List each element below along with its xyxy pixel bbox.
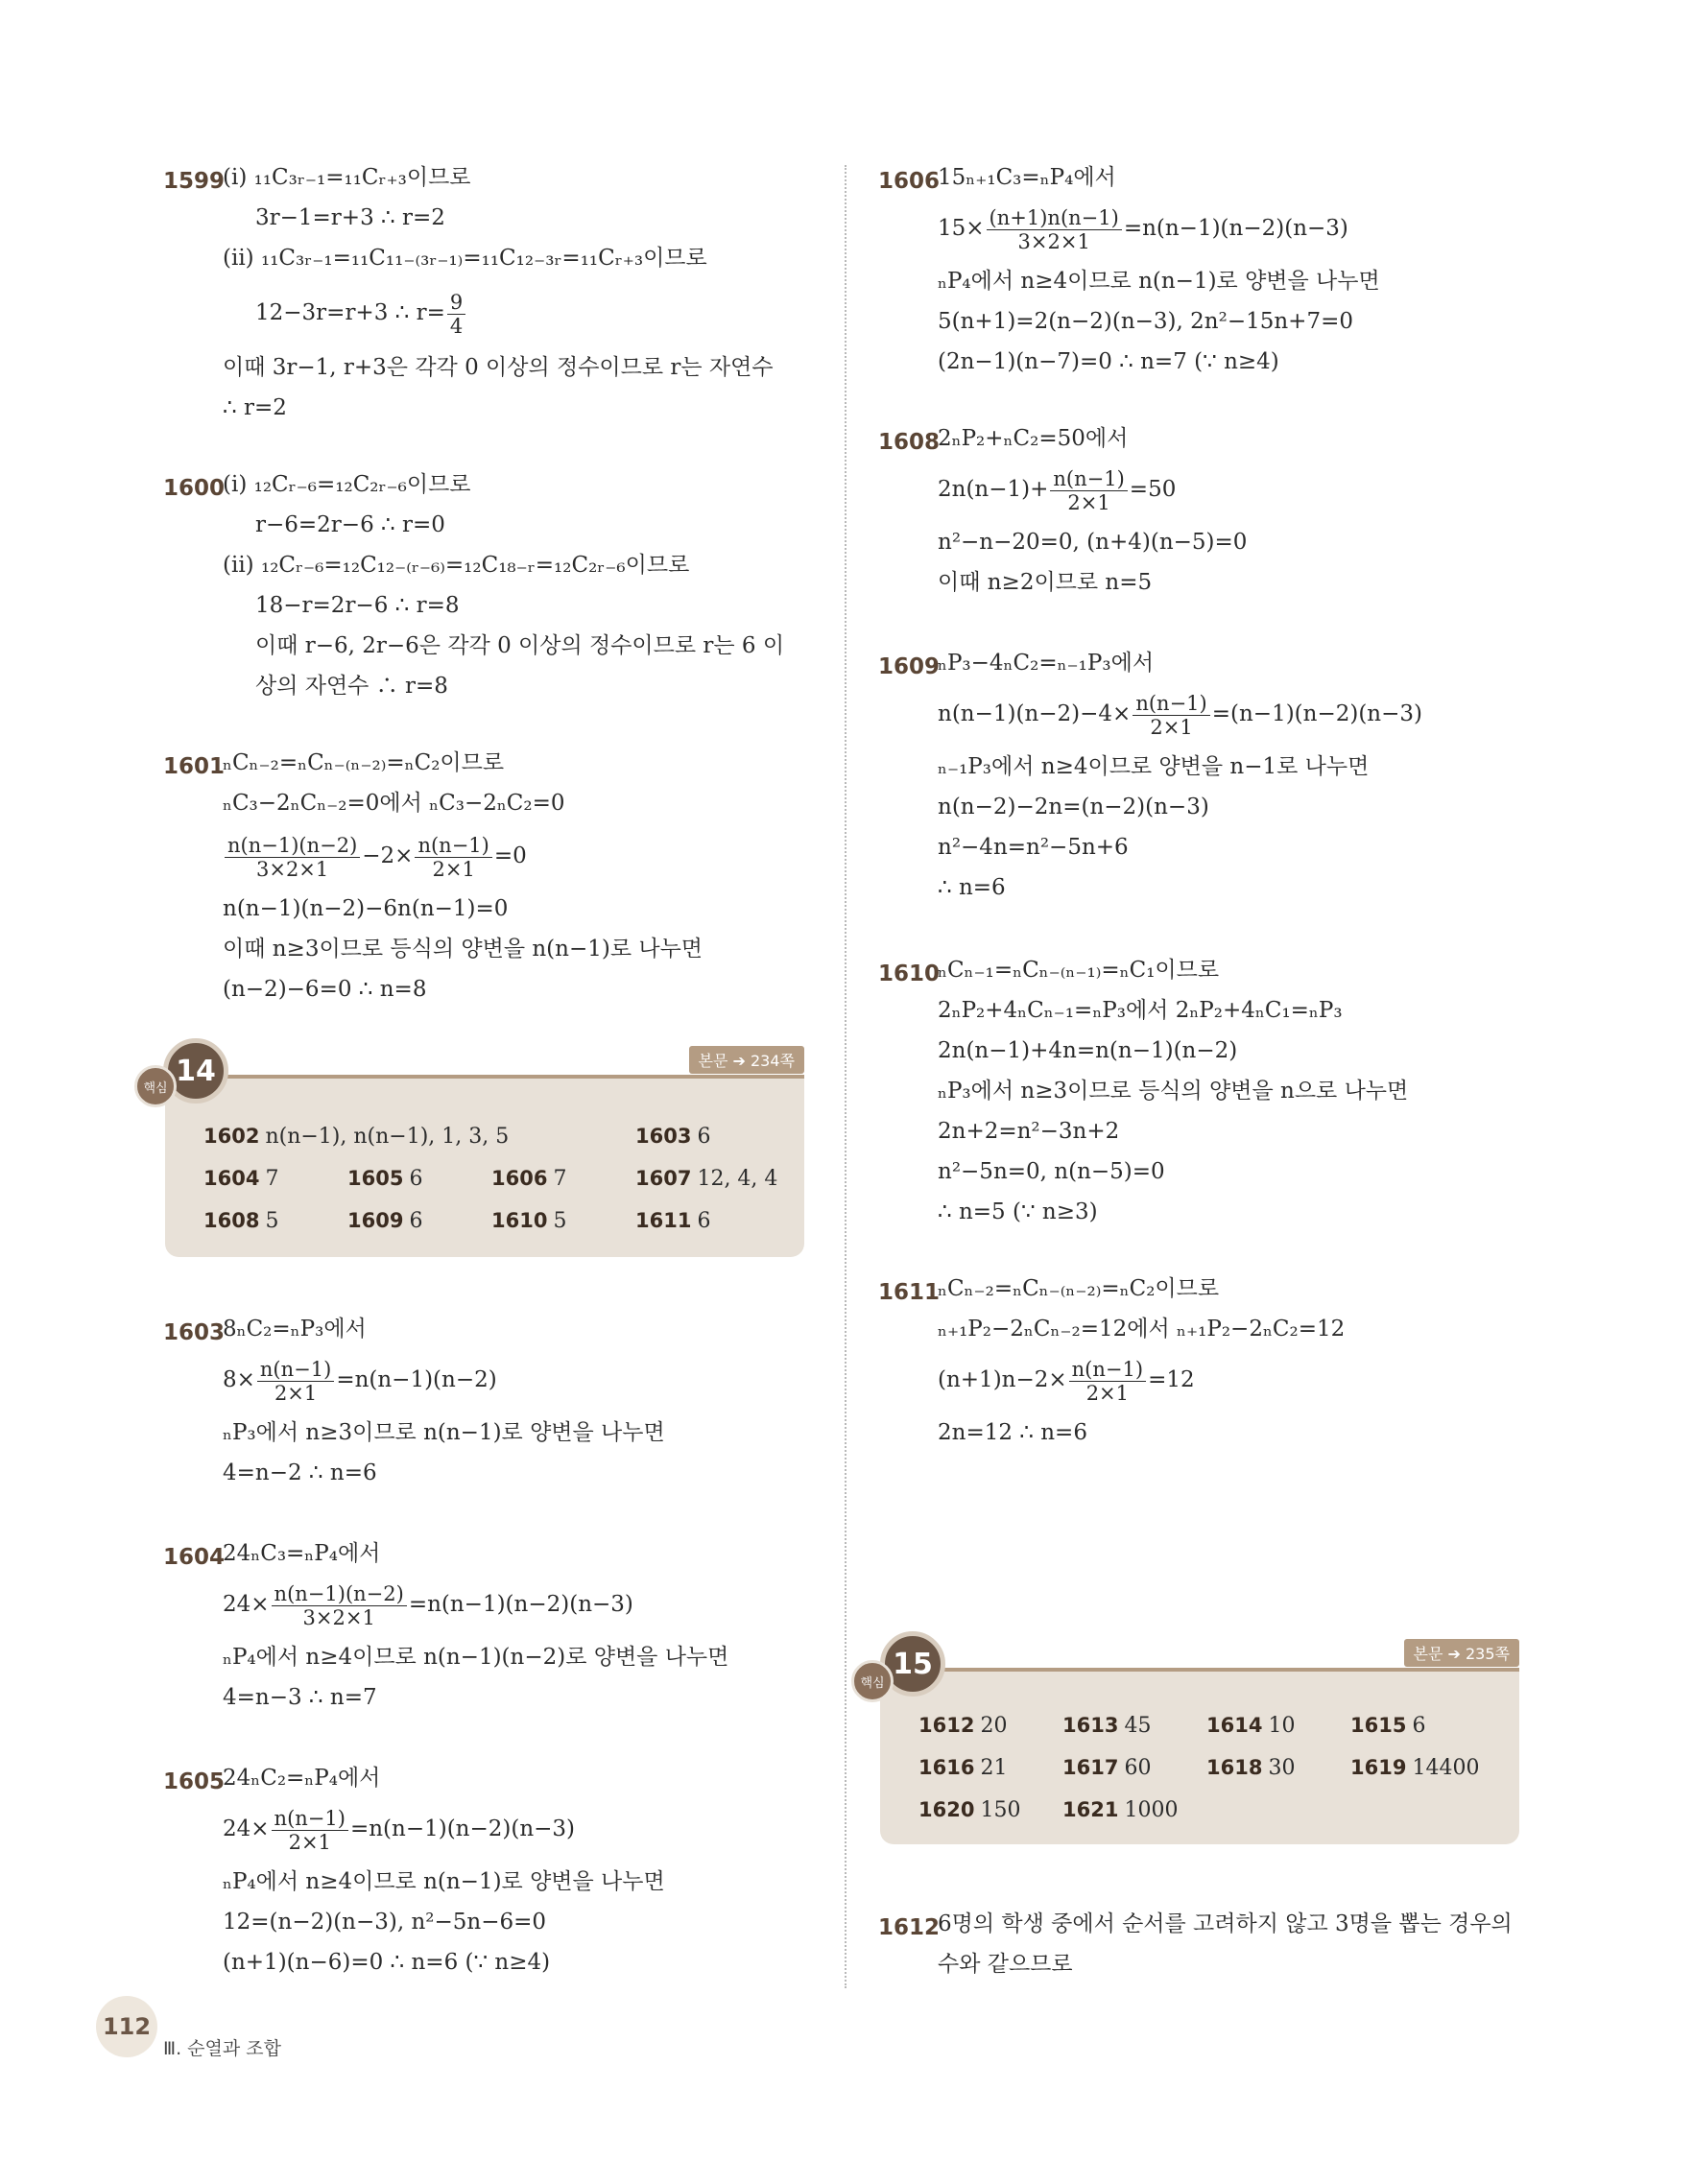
solution-line: ∴ n=5 (∵ n≥3) bbox=[938, 1199, 1098, 1224]
problem-number: 1609 bbox=[878, 654, 941, 679]
answer-item bbox=[347, 1209, 422, 1233]
fraction bbox=[1050, 467, 1127, 514]
expr-text: =50 bbox=[1129, 477, 1177, 502]
solution-line: ₙP₃에서 n≥3이므로 n(n−1)로 양변을 나누면 bbox=[223, 1420, 665, 1445]
answer-key: 1603 bbox=[635, 1125, 692, 1148]
answer-key: 1621 bbox=[1062, 1798, 1119, 1821]
expr-text: 24× bbox=[223, 1816, 270, 1841]
solution-line bbox=[938, 200, 1348, 257]
solution-line: 이때 r−6, 2r−6은 각각 0 이상의 정수이므로 r는 6 이 bbox=[255, 633, 785, 658]
answer-summary-box-14 bbox=[143, 1052, 804, 1257]
answer-value: 6 bbox=[697, 1209, 711, 1233]
expr-text: =12 bbox=[1148, 1367, 1195, 1392]
solution-line: r−6=2r−6 ∴ r=0 bbox=[255, 512, 445, 537]
textbook-page-ref: 본문 ➔ 235쪽 bbox=[1404, 1639, 1520, 1667]
answer-key: 1602 bbox=[203, 1125, 260, 1148]
numerator: n(n−1)(n−2) bbox=[225, 834, 360, 858]
numerator: 9 bbox=[447, 291, 465, 315]
denominator: 2×1 bbox=[1067, 490, 1110, 514]
answer-value: 21 bbox=[980, 1756, 1008, 1780]
solution-line bbox=[223, 827, 527, 885]
answer-item bbox=[635, 1209, 710, 1233]
solution-line bbox=[938, 685, 1422, 743]
expr-text: 8× bbox=[223, 1367, 255, 1392]
solution-line: ₙP₃에서 n≥3이므로 등식의 양변을 n으로 나누면 bbox=[938, 1079, 1409, 1104]
solution-line: 8ₙC₂=ₙP₃에서 bbox=[223, 1317, 367, 1341]
solution-line: 2ₙP₂+ₙC₂=50에서 bbox=[938, 426, 1129, 451]
answer-item bbox=[918, 1756, 1007, 1780]
numerator: n(n−1) bbox=[257, 1358, 334, 1382]
solution-line: 2ₙP₂+4ₙCₙ₋₁=ₙP₃에서 2ₙP₂+4ₙC₁=ₙP₃ bbox=[938, 998, 1343, 1023]
section-badge: 14 bbox=[163, 1038, 228, 1104]
problem-number: 1604 bbox=[163, 1545, 226, 1570]
solution-line: 4=n−3 ∴ n=7 bbox=[223, 1685, 377, 1710]
answer-key: 1611 bbox=[635, 1209, 692, 1232]
answer-value: 7 bbox=[553, 1167, 567, 1191]
answer-key: 1606 bbox=[491, 1167, 548, 1190]
expr-text: 15× bbox=[938, 216, 985, 241]
core-label: 핵심 bbox=[851, 1660, 894, 1702]
solution-line: ₙ₋₁P₃에서 n≥4이므로 양변을 n−1로 나누면 bbox=[938, 754, 1370, 779]
answer-value: 150 bbox=[980, 1798, 1021, 1822]
denominator: 4 bbox=[449, 314, 464, 338]
answer-key: 1612 bbox=[918, 1714, 975, 1737]
box-top-rule bbox=[165, 1075, 804, 1079]
solution-line: ₙ₊₁P₂−2ₙCₙ₋₂=12에서 ₙ₊₁P₂−2ₙC₂=12 bbox=[938, 1317, 1346, 1341]
expr-text: =n(n−1)(n−2)(n−3) bbox=[1123, 216, 1348, 241]
solution-line: (ⅱ) ₁₁C₃ᵣ₋₁=₁₁C₁₁₋₍₃ᵣ₋₁₎=₁₁C₁₂₋₃ᵣ=₁₁Cᵣ₊₃이므로 bbox=[223, 246, 707, 271]
answer-item bbox=[1062, 1756, 1151, 1780]
answer-value: 6 bbox=[409, 1167, 423, 1191]
answer-item bbox=[203, 1209, 278, 1233]
fraction bbox=[1069, 1358, 1146, 1405]
denominator: 3×2×1 bbox=[302, 1605, 375, 1629]
solution-line: (n+1)(n−6)=0 ∴ n=6 (∵ n≥4) bbox=[223, 1950, 551, 1975]
solution-line bbox=[938, 1351, 1195, 1409]
answer-item bbox=[203, 1125, 509, 1149]
solution-line: ∴ r=2 bbox=[223, 395, 287, 420]
answer-item bbox=[1350, 1756, 1479, 1780]
solution-line: ₙCₙ₋₂=ₙCₙ₋₍ₙ₋₂₎=ₙC₂이므로 bbox=[223, 750, 505, 775]
answer-key: 1618 bbox=[1206, 1756, 1263, 1779]
solution-line bbox=[255, 284, 467, 342]
solution-line: ₙCₙ₋₂=ₙCₙ₋₍ₙ₋₂₎=ₙC₂이므로 bbox=[938, 1276, 1220, 1301]
answer-key: 1619 bbox=[1350, 1756, 1407, 1779]
fraction bbox=[415, 834, 491, 881]
solution-line: 6명의 학생 중에서 순서를 고려하지 않고 3명을 뽑는 경우의 bbox=[938, 1911, 1513, 1936]
problem-number: 1601 bbox=[163, 754, 226, 779]
denominator: 2×1 bbox=[1150, 715, 1193, 739]
answer-value: 14400 bbox=[1412, 1756, 1480, 1780]
solution-line: ₙCₙ₋₁=ₙCₙ₋₍ₙ₋₁₎=ₙC₁이므로 bbox=[938, 958, 1220, 983]
answer-value: 1000 bbox=[1124, 1798, 1179, 1822]
expr-text: =(n−1)(n−2)(n−3) bbox=[1211, 701, 1422, 726]
answer-value: 6 bbox=[697, 1125, 711, 1149]
numerator: n(n−1) bbox=[272, 1807, 348, 1831]
answer-value: 30 bbox=[1268, 1756, 1296, 1780]
section-badge: 15 bbox=[880, 1631, 945, 1697]
answer-item bbox=[918, 1714, 1007, 1738]
numerator: (n+1)n(n−1) bbox=[987, 206, 1122, 230]
answer-item bbox=[1062, 1714, 1151, 1738]
solution-line: (ⅰ) ₁₂Cᵣ₋₆=₁₂C₂ᵣ₋₆이므로 bbox=[223, 472, 471, 497]
solution-line: n²−n−20=0, (n+4)(n−5)=0 bbox=[938, 530, 1248, 555]
expr-text: 12−3r=r+3 ∴ r= bbox=[255, 300, 445, 325]
numerator: n(n−1) bbox=[1050, 467, 1127, 491]
problem-number: 1612 bbox=[878, 1915, 941, 1940]
answer-value: 60 bbox=[1124, 1756, 1152, 1780]
denominator: 2×1 bbox=[274, 1381, 318, 1405]
answer-key: 1613 bbox=[1062, 1714, 1119, 1737]
solution-line: ₙP₄에서 n≥4이므로 n(n−1)(n−2)로 양변을 나누면 bbox=[223, 1645, 729, 1670]
answer-value: n(n−1), n(n−1), 1, 3, 5 bbox=[265, 1125, 510, 1149]
answer-key: 1617 bbox=[1062, 1756, 1119, 1779]
answer-value: 6 bbox=[409, 1209, 423, 1233]
solution-line: 5(n+1)=2(n−2)(n−3), 2n²−15n+7=0 bbox=[938, 309, 1353, 334]
problem-number: 1600 bbox=[163, 476, 226, 501]
numerator: n(n−1) bbox=[1133, 692, 1209, 716]
expr-text: =n(n−1)(n−2)(n−3) bbox=[408, 1592, 633, 1617]
denominator: 2×1 bbox=[288, 1830, 331, 1854]
answer-key: 1607 bbox=[635, 1167, 692, 1190]
answer-item bbox=[1206, 1714, 1295, 1738]
denominator: 2×1 bbox=[432, 857, 475, 881]
solution-line: n(n−2)−2n=(n−2)(n−3) bbox=[938, 795, 1209, 819]
solution-line: 15ₙ₊₁C₃=ₙP₄에서 bbox=[938, 165, 1116, 190]
expr-text: =n(n−1)(n−2)(n−3) bbox=[349, 1816, 576, 1841]
solution-line: ₙC₃−2ₙCₙ₋₂=0에서 ₙC₃−2ₙC₂=0 bbox=[223, 791, 565, 816]
solution-line: 2n+2=n²−3n+2 bbox=[938, 1119, 1120, 1144]
answer-key: 1620 bbox=[918, 1798, 975, 1821]
solution-line: 18−r=2r−6 ∴ r=8 bbox=[255, 593, 460, 618]
solution-line: 2n(n−1)+4n=n(n−1)(n−2) bbox=[938, 1038, 1238, 1063]
solution-line: 24ₙC₂=ₙP₄에서 bbox=[223, 1766, 381, 1791]
solution-line: 이때 3r−1, r+3은 각각 0 이상의 정수이므로 r는 자연수 bbox=[223, 355, 774, 380]
fraction bbox=[272, 1807, 348, 1854]
numerator: n(n−1) bbox=[1069, 1358, 1146, 1382]
answer-item bbox=[347, 1167, 422, 1191]
answer-value: 5 bbox=[553, 1209, 567, 1233]
answer-key: 1614 bbox=[1206, 1714, 1263, 1737]
problem-number: 1606 bbox=[878, 169, 941, 194]
answer-value: 10 bbox=[1268, 1714, 1296, 1738]
denominator: 2×1 bbox=[1085, 1381, 1130, 1405]
answer-key: 1608 bbox=[203, 1209, 260, 1232]
answer-item bbox=[635, 1125, 710, 1149]
answer-key: 1615 bbox=[1350, 1714, 1407, 1737]
page-number: 112 bbox=[96, 1996, 157, 2057]
solution-line bbox=[938, 461, 1176, 518]
solution-line: ∴ n=6 bbox=[938, 875, 1006, 900]
solution-line: n²−5n=0, n(n−5)=0 bbox=[938, 1159, 1165, 1184]
problem-number: 1608 bbox=[878, 430, 941, 455]
answer-key: 1609 bbox=[347, 1209, 404, 1232]
expr-text: =0 bbox=[493, 843, 527, 868]
numerator: n(n−1) bbox=[415, 834, 491, 858]
core-label: 핵심 bbox=[134, 1065, 177, 1107]
column-divider bbox=[845, 165, 846, 1988]
solution-line: ₙP₃−4ₙC₂=ₙ₋₁P₃에서 bbox=[938, 651, 1155, 676]
answer-value: 5 bbox=[265, 1209, 279, 1233]
answer-item bbox=[1062, 1798, 1178, 1822]
answer-key: 1616 bbox=[918, 1756, 975, 1779]
solution-line: 수와 같으므로 bbox=[938, 1952, 1073, 1977]
solution-line: 상의 자연수 ∴ r=8 bbox=[255, 674, 448, 699]
answer-value: 7 bbox=[265, 1167, 279, 1191]
answer-item bbox=[203, 1167, 278, 1191]
numerator: n(n−1)(n−2) bbox=[272, 1582, 407, 1606]
solution-line: (n−2)−6=0 ∴ n=8 bbox=[223, 977, 427, 1002]
expr-text: =n(n−1)(n−2) bbox=[336, 1367, 497, 1392]
denominator: 3×2×1 bbox=[1017, 229, 1090, 253]
answer-item bbox=[918, 1798, 1020, 1822]
answer-item bbox=[491, 1167, 566, 1191]
solution-line bbox=[223, 1800, 575, 1858]
expr-text: −2× bbox=[362, 843, 414, 868]
problem-number: 1605 bbox=[163, 1769, 226, 1794]
solution-line: (ⅱ) ₁₂Cᵣ₋₆=₁₂C₁₂₋₍ᵣ₋₆₎=₁₂C₁₈₋ᵣ=₁₂C₂ᵣ₋₆이므로 bbox=[223, 553, 690, 578]
solution-line: 24ₙC₃=ₙP₄에서 bbox=[223, 1541, 381, 1566]
fraction bbox=[272, 1582, 407, 1629]
problem-number: 1603 bbox=[163, 1320, 226, 1345]
fraction bbox=[257, 1358, 334, 1405]
solution-line: 12=(n−2)(n−3), n²−5n−6=0 bbox=[223, 1910, 547, 1935]
solution-line: n(n−1)(n−2)−6n(n−1)=0 bbox=[223, 896, 509, 921]
expr-text: 2n(n−1)+ bbox=[938, 477, 1049, 502]
box-top-rule bbox=[880, 1668, 1519, 1672]
solution-line bbox=[223, 1576, 633, 1633]
solution-line bbox=[223, 1351, 497, 1409]
fraction bbox=[1133, 692, 1209, 739]
answer-value: 45 bbox=[1124, 1714, 1152, 1738]
problem-number: 1610 bbox=[878, 961, 941, 986]
solution-line: ₙP₄에서 n≥4이므로 n(n−1)로 양변을 나누면 bbox=[223, 1869, 665, 1894]
problem-number: 1599 bbox=[163, 169, 226, 194]
solution-line: n²−4n=n²−5n+6 bbox=[938, 835, 1129, 860]
expr-text: 24× bbox=[223, 1592, 270, 1617]
answer-value: 12, 4, 4 bbox=[697, 1167, 778, 1191]
solution-line: 이때 n≥3이므로 등식의 양변을 n(n−1)로 나누면 bbox=[223, 937, 703, 961]
fraction bbox=[987, 206, 1122, 253]
answer-value: 20 bbox=[980, 1714, 1008, 1738]
fraction bbox=[447, 291, 465, 338]
textbook-page-ref: 본문 ➔ 234쪽 bbox=[689, 1046, 805, 1074]
solution-line: ₙP₄에서 n≥4이므로 n(n−1)로 양변을 나누면 bbox=[938, 269, 1380, 294]
answer-item bbox=[635, 1167, 777, 1191]
footer-chapter: Ⅲ. 순열과 조합 bbox=[163, 2038, 281, 2059]
solution-line: (2n−1)(n−7)=0 ∴ n=7 (∵ n≥4) bbox=[938, 349, 1279, 374]
answer-value: 6 bbox=[1412, 1714, 1426, 1738]
solution-line: 2n=12 ∴ n=6 bbox=[938, 1420, 1087, 1445]
answer-key: 1605 bbox=[347, 1167, 404, 1190]
answer-item bbox=[1206, 1756, 1295, 1780]
answer-key: 1610 bbox=[491, 1209, 548, 1232]
answer-key: 1604 bbox=[203, 1167, 260, 1190]
answer-item bbox=[1350, 1714, 1425, 1738]
expr-text: n(n−1)(n−2)−4× bbox=[938, 701, 1132, 726]
solution-line: (ⅰ) ₁₁C₃ᵣ₋₁=₁₁Cᵣ₊₃이므로 bbox=[223, 165, 471, 190]
answer-summary-box-15 bbox=[860, 1645, 1519, 1844]
solution-line: 3r−1=r+3 ∴ r=2 bbox=[255, 205, 445, 230]
expr-text: (n+1)n−2× bbox=[938, 1367, 1067, 1392]
solution-line: 이때 n≥2이므로 n=5 bbox=[938, 570, 1153, 595]
fraction bbox=[225, 834, 360, 881]
problem-number: 1611 bbox=[878, 1280, 941, 1305]
denominator: 3×2×1 bbox=[255, 857, 329, 881]
solution-line: 4=n−2 ∴ n=6 bbox=[223, 1460, 377, 1485]
answer-item bbox=[491, 1209, 566, 1233]
